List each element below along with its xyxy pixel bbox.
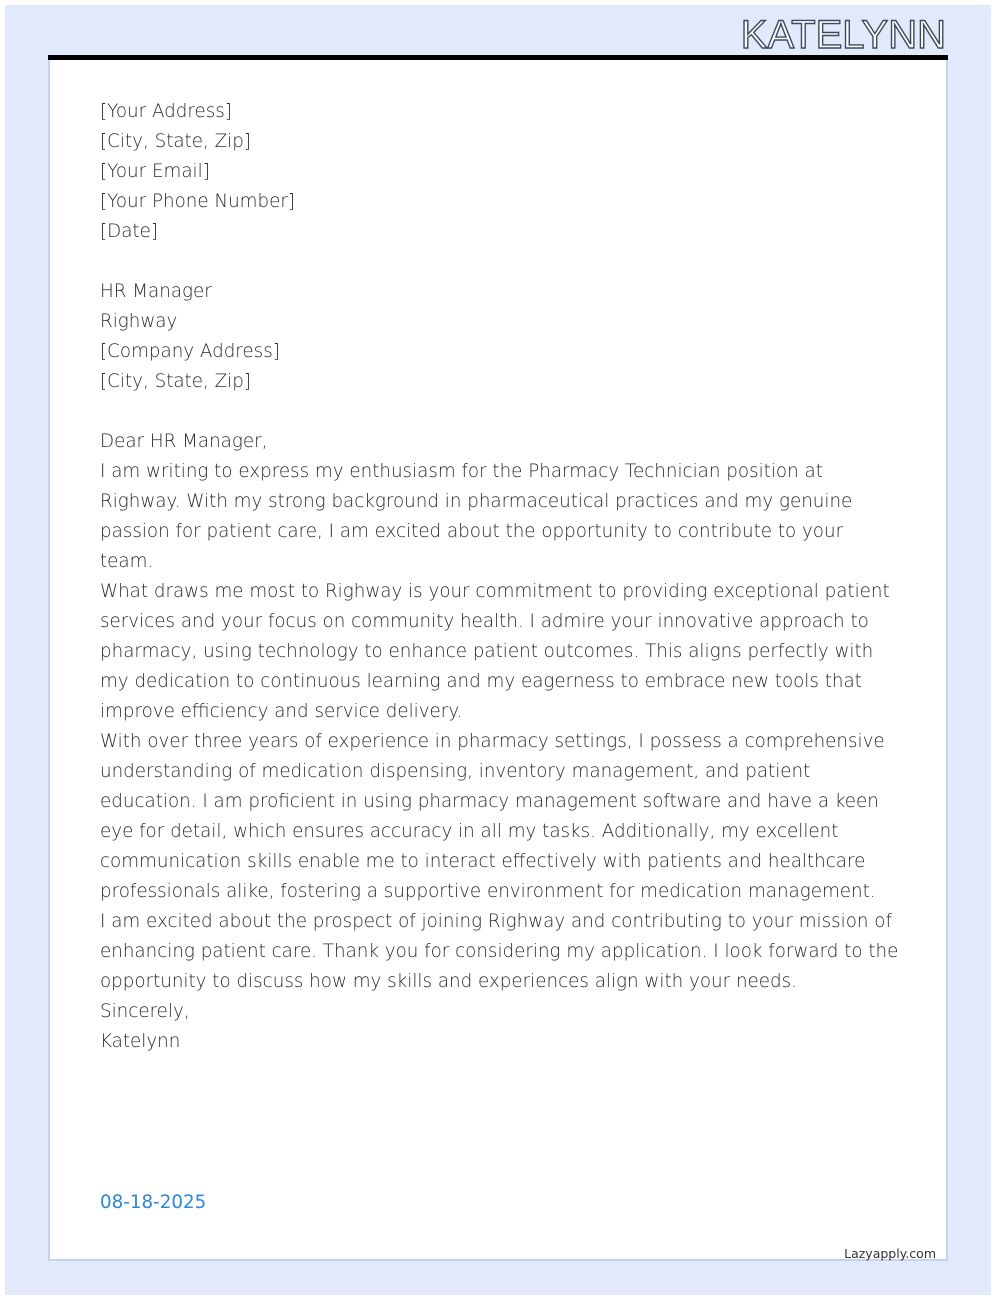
paragraph-motivation: What draws me most to Righway is your commitment to providing exceptional patient services and your focus on community health. I admire your innovative approach to pharmacy, using technology to enhance patient outcomes. This aligns perfectly with my dedication to continuous learning and my eagerness to embrace new tools that improve efficiency and service delivery. bbox=[100, 581, 890, 722]
sender-phone: [Your Phone Number] bbox=[100, 191, 295, 212]
sender-block bbox=[100, 97, 900, 247]
sender-date: [Date] bbox=[100, 221, 158, 242]
sign-off: Sincerely, bbox=[100, 1001, 190, 1022]
signer-name: Katelynn bbox=[100, 1031, 181, 1052]
salutation: Dear HR Manager, bbox=[100, 431, 268, 452]
recipient-title: HR Manager bbox=[100, 281, 212, 302]
signature-block bbox=[100, 997, 900, 1057]
sender-email: [Your Email] bbox=[100, 161, 210, 182]
site-credit: Lazyapply.com bbox=[844, 1246, 936, 1261]
header-name: KATELYNN bbox=[740, 13, 946, 57]
recipient-company: Righway bbox=[100, 311, 178, 332]
signature-date: 08-18-2025 bbox=[100, 1192, 207, 1213]
cover-letter-body bbox=[100, 97, 900, 1057]
paragraph-intro: I am writing to express my enthusiasm for the Pharmacy Technician position at Righway. With my strong background in pharmaceutical practices and my genuine passion for patient care, I am excited about the opportunity to contribute to your team. bbox=[100, 461, 853, 572]
recipient-address: [Company Address] bbox=[100, 341, 280, 362]
sender-city-state-zip: [City, State, Zip] bbox=[100, 131, 251, 152]
paragraph-closing: I am excited about the prospect of joining Righway and contributing to your mission of enhancing patient care. Thank you for considering my application. I look forward to the opportunity to discuss how my skills and experiences align with your needs. bbox=[100, 911, 899, 992]
recipient-block bbox=[100, 277, 900, 397]
sender-address: [Your Address] bbox=[100, 101, 232, 122]
paragraph-experience: With over three years of experience in pharmacy settings, I possess a comprehensive understanding of medication dispensing, inventory management, and patient education. I am proficient in using pharmacy management software and have a keen eye for detail, which ensures accuracy in all my tasks. Additionally, my excellent communication skills enable me to interact effectively with patients and healthcare professionals alike, fostering a supportive environment for medication management. bbox=[100, 731, 885, 902]
recipient-city-state-zip: [City, State, Zip] bbox=[100, 371, 251, 392]
